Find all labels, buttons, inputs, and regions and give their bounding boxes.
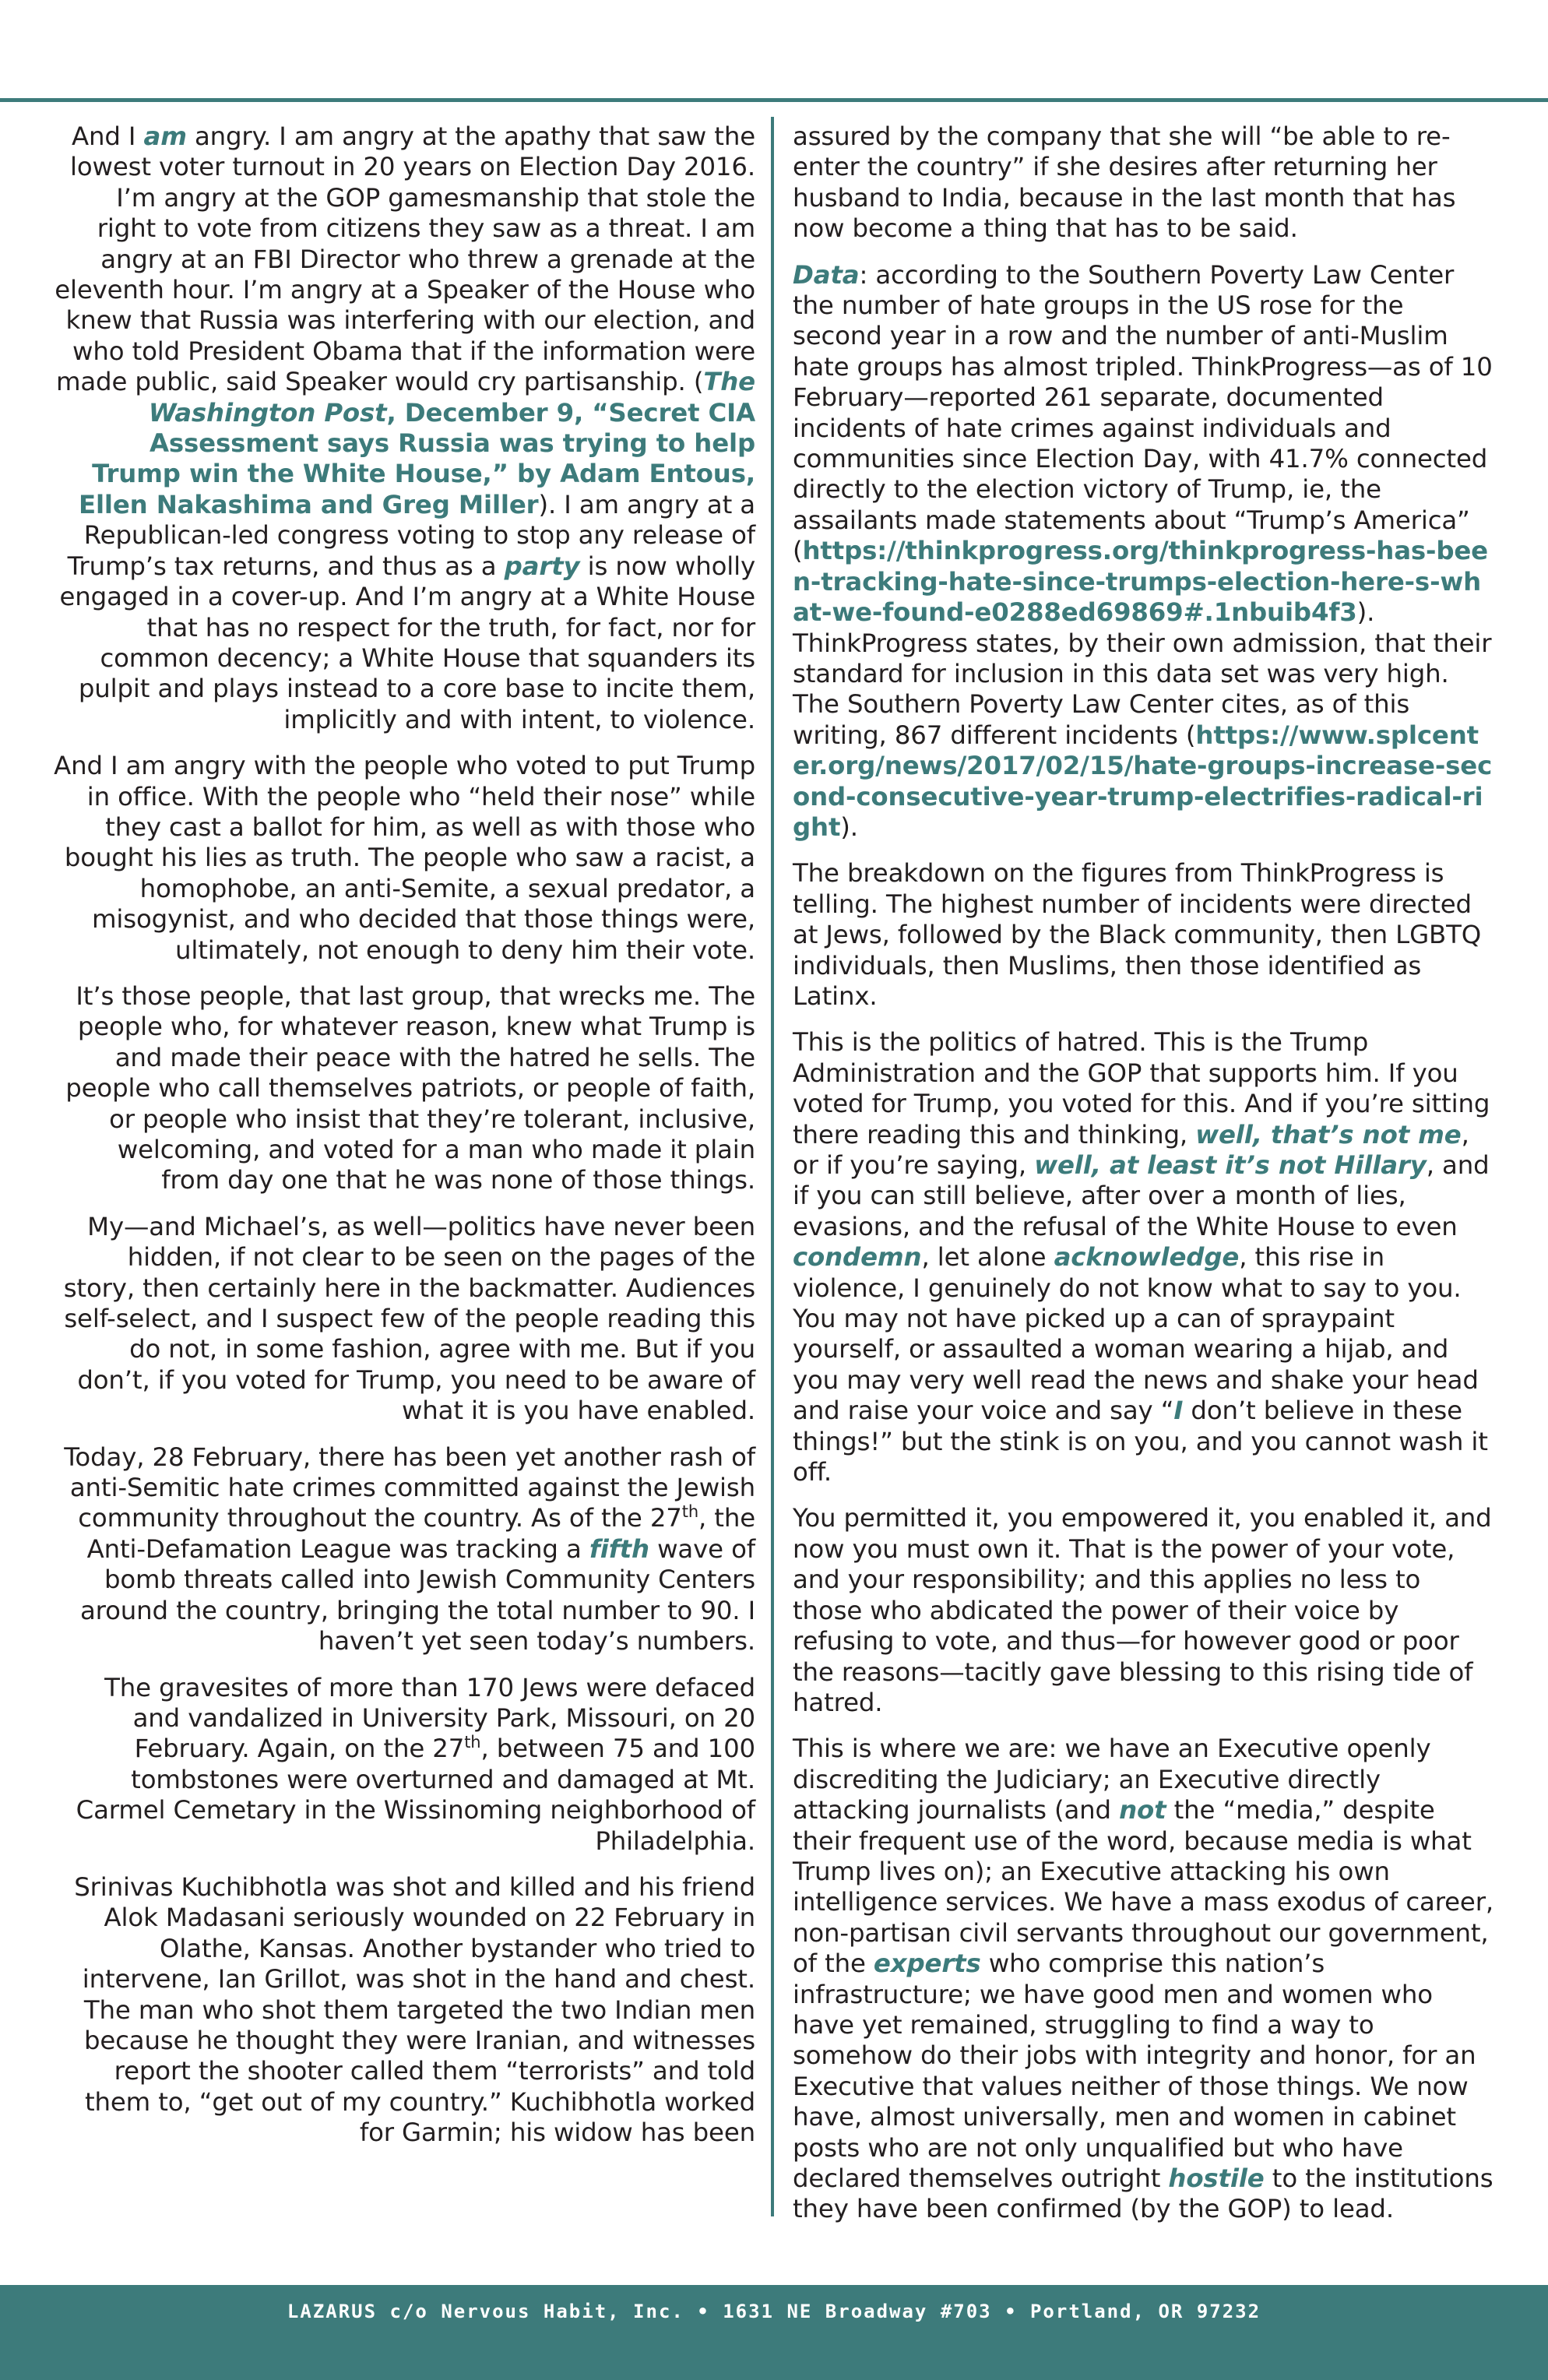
right-paragraph-6	[793, 1734, 1493, 2225]
footer-address: LAZARUS c/o Nervous Habit, Inc. • 1631 NE Broadway #703 • Portland, OR 97232	[287, 2301, 1261, 2322]
text-run: ). I am angry at a Republican-led congress voting to stop any release of Trump’s tax returns, and thus as a	[67, 489, 755, 581]
emphasis: fifth	[589, 1533, 649, 1564]
left-paragraph-4: My—and Michael’s, as well—politics have never been hidden, if not clear to be seen on the pages of the story, then certainly here in the backmatter. Audiences self-select, and I suspect few of the people reading this do not, in some fashion, agree with me. But if you don’t, if you voted for Trump, you need to be aware of what it is you have enabled.	[63, 1211, 755, 1426]
emphasis: experts	[873, 1949, 981, 1979]
ordinal-suffix: th	[464, 1733, 481, 1752]
text-run: And I	[71, 121, 144, 151]
text-run: wave of bomb threats called into Jewish Community Centers around the country, bringing the total number to 90. I haven’t yet seen today’s numbers.	[79, 1533, 755, 1656]
emphasis: well, that’s not me	[1195, 1119, 1462, 1150]
text-run: the “media,” despite their frequent use of the word, because media is what Trump lives on); an Executive attacking his own intelligence services. We have a mass exodus of career, non-partisan civil servants throughout our government, of the	[793, 1795, 1494, 1979]
text-run: This is the politics of hatred. This is the Trump Administration and the GOP that supports him. If you voted for Trump, you voted for this. And if you’re sitting there reading this and thinking,	[793, 1027, 1490, 1150]
text-run: , this rise in violence, I genuinely do not know what to say to you. You may not have picked up a can of spraypaint yourself, or assaulted a woman wearing a hijab, and you may very well read the news and shake your head and raise your voice and say “	[793, 1242, 1479, 1426]
emphasis: I	[1173, 1396, 1184, 1426]
text-run: Today, 28 February, there has been yet another rash of anti-Semitic hate crimes committed against the Jewish community throughout the country. As of the 27	[64, 1442, 755, 1533]
left-paragraph-6	[53, 1673, 755, 1857]
left-paragraph-2: And I am angry with the people who voted to put Trump in office. With the people who “held their nose” while they cast a ballot for him, as well as with those who bought his lies as truth. The people who saw a racist, a homophobe, an anti-Semite, a sexual predator, a misogynist, and who decided that those things were, ultimately, not enough to deny him their vote.	[54, 751, 755, 965]
text-run: angry. I am angry at the apathy that saw the lowest voter turnout in 20 years on Election Day 2016. I’m angry at the GOP gamesmanship that stole the right to vote from citizens they saw as a threat. I am angry at an FBI Director who threw a grenade at the eleventh hour. I’m angry at a Speaker of the House who knew that Russia was interfering with our election, and who told President Obama that if the information were made public, said Speaker would cry partisanship. (	[55, 121, 755, 397]
left-paragraph-5	[53, 1442, 755, 1657]
text-run: is now wholly engaged in a cover-up. And I’m angry at a White House that has no respect for the truth, for fact, nor for common decency; a White House that squanders its pulpit and plays instead to a core base to incite them, implicitly and with intent, to violence.	[59, 551, 755, 734]
emphasis: Data	[793, 259, 860, 290]
right-paragraph-1: assured by the company that she will “be able to re-enter the country” if she desires after returning her husband to India, because in the last month that has now become a thing that has to be said.	[793, 121, 1456, 244]
emphasis: well, at least it’s not Hillary	[1034, 1150, 1427, 1180]
text-run: don’t believe in these things!” but the stink is on you, and you cannot wash it off.	[793, 1396, 1488, 1488]
emphasis: acknowledge	[1054, 1242, 1240, 1273]
text-run: , between 75 and 100 tombstones were overturned and damaged at Mt. Carmel Cemetary in the Wissinoming neighborhood of Philadelphia.	[76, 1734, 755, 1856]
thinkprogress-link[interactable]: https://thinkprogress.org/thinkprogress-has-been-tracking-hate-since-trumps-election-here-s-what-we-found-e0288ed69869#.1nbuib4f3	[793, 536, 1488, 628]
emphasis: am	[143, 121, 187, 151]
left-column	[53, 121, 755, 2164]
text-run: , and if you can still believe, after over a month of lies, evasions, and the refusal of the White House to even	[793, 1150, 1490, 1241]
emphasis: party	[504, 551, 580, 581]
citation-details: , December 9, “Secret CIA Assessment says Russia was trying to help Trump win the White House,” by Adam Entous, Ellen Nakashima and Greg Miller	[78, 397, 755, 519]
right-paragraph-3: The breakdown on the figures from ThinkProgress is telling. The highest number of incidents were directed at Jews, followed by the Black community, then LGBTQ individuals, then Muslims, then those identified as Latinx.	[793, 858, 1482, 1011]
top-rule	[0, 98, 1548, 102]
right-paragraph-4	[793, 1027, 1493, 1488]
text-run: ).	[840, 812, 858, 842]
emphasis: condemn	[793, 1242, 922, 1273]
text-run: , or if you’re saying,	[793, 1119, 1469, 1180]
column-divider	[771, 117, 774, 2216]
right-paragraph-2	[793, 260, 1493, 843]
left-paragraph-7: Srinivas Kuchibhotla was shot and killed and his friend Alok Madasani seriously wounded on 22 February in Olathe, Kansas. Another bystander who tried to intervene, Ian Grillot, was shot in the hand and chest. The man who shot them targeted the two Indian men because he thought they were Iranian, and witnesses report the shooter called them “terrorists” and told them to, “get out of my country.” Kuchibhotla worked for Garmin; his widow has been	[74, 1871, 755, 2148]
text-run: who comprise this nation’s infrastructure; we have good men and women who have yet remained, struggling to find a way to somehow do their jobs with integrity and honor, for an Executive that values neither of those things. We now have, almost universally, men and women in cabinet posts who are not only unqualified but who have declared themselves outright	[793, 1949, 1476, 2193]
text-run: This is where we are: we have an Executive openly discrediting the Judiciary; an Executive directly attacking journalists (and	[793, 1734, 1431, 1825]
emphasis: hostile	[1168, 2163, 1265, 2193]
footer-band	[0, 2285, 1548, 2380]
left-paragraph-1	[53, 121, 755, 735]
citation-source: The Washington Post	[148, 367, 755, 428]
ordinal-suffix: th	[681, 1502, 698, 1522]
text-run: , let alone	[921, 1242, 1054, 1273]
emphasis: not	[1119, 1795, 1166, 1825]
right-paragraph-5: You permitted it, you empowered it, you enabled it, and now you must own it. That is the power of your vote, and your responsibility; and this applies no less to those who abdicated the power of their voice by refusing to vote, and thus—for however good or poor the reasons—tacitly gave blessing to this rising tide of hatred.	[793, 1503, 1492, 1717]
left-paragraph-3: It’s those people, that last group, that wrecks me. The people who, for whatever reason, knew what Trump is and made their peace with the hatred he sells. The people who call themselves patriots, or people of faith, or people who insist that they’re tolerant, inclusive, welcoming, and voted for a man who made it plain from day one that he was none of those things.	[65, 981, 755, 1195]
right-column	[793, 121, 1493, 2241]
text-run: ). ThinkProgress states, by their own admission, that their standard for inclusion in this data set was very high. The Southern Poverty Law Center cites, as of this writing, 867 different incidents (	[793, 597, 1492, 750]
splcenter-link[interactable]: https://www.splcenter.org/news/2017/02/15/hate-groups-increase-second-consecutive-year-trump-electrifies-radical-right	[793, 720, 1493, 842]
text-run: : according to the Southern Poverty Law Center the number of hate groups in the US rose for the second year in a row and the number of anti-Muslim hate groups has almost tripled. ThinkProgress—as of 10 February—reported 261 separate, documented incidents of hate crimes against individuals and communities since Election Day, with 41.7% connected directly to the election victory of Trump, ie, the assailants made statements about “Trump’s America” (	[793, 259, 1493, 566]
text-run: , the Anti-Defamation League was tracking a	[86, 1503, 755, 1564]
text-run: to the institutions they have been confirmed (by the GOP) to lead.	[793, 2163, 1493, 2224]
text-run: The gravesites of more than 170 Jews were defaced and vandalized in University Park, Missouri, on 20 February. Again, on the 27	[104, 1672, 755, 1764]
